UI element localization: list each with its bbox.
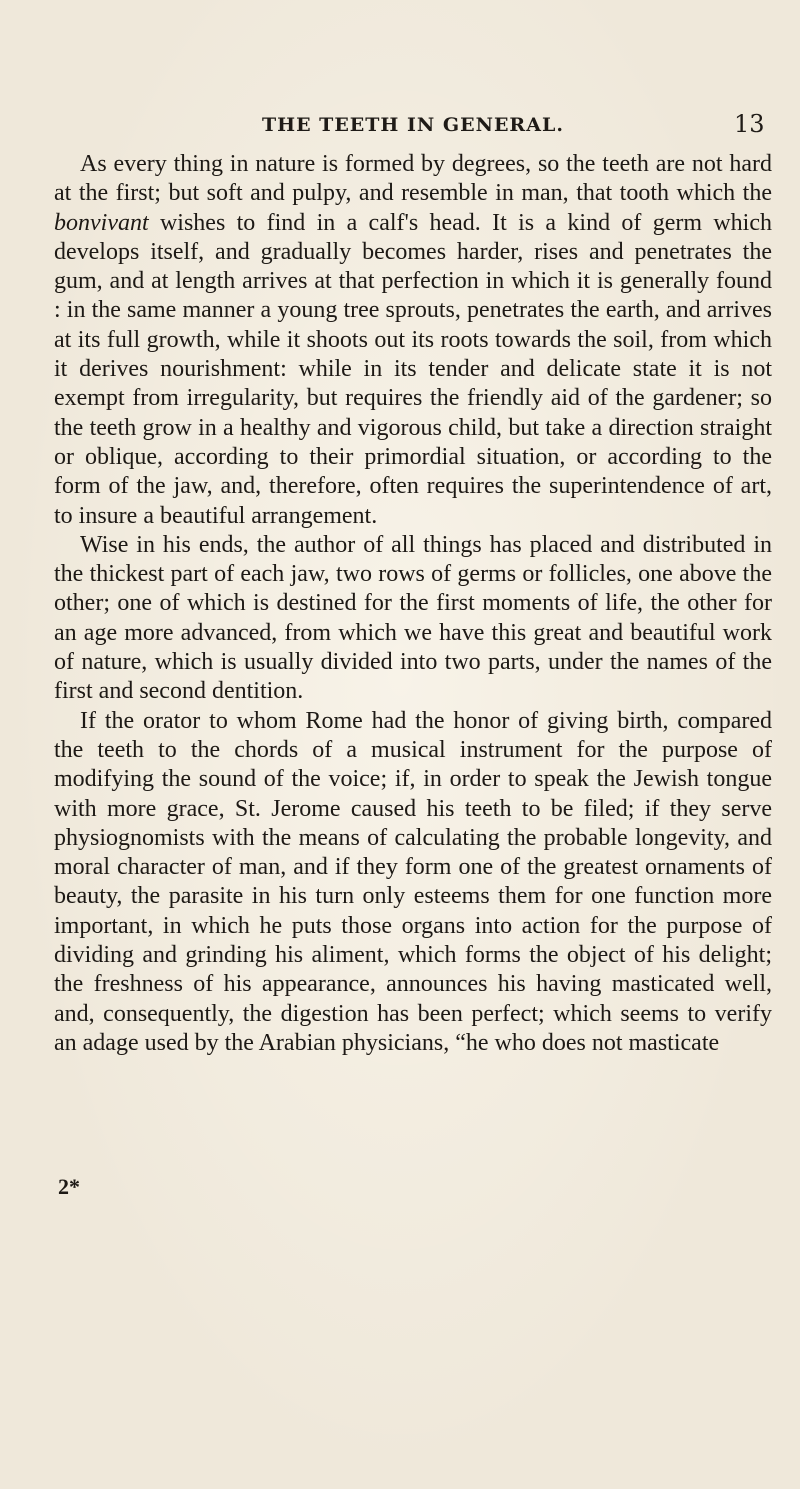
running-title: THE TEETH IN GENERAL. (262, 114, 564, 136)
running-head (0, 108, 800, 142)
paragraph-1 (54, 150, 772, 531)
paragraph-1-text-b: wishes to find in a calf's head. It is a kind of germ which develops itself, and gradually becomes harder, rises and penetrates the gum, and at length arrives at that perfection in which it is generally found : in the same manner a young tree sprouts, penetrates the earth, and arrives at its full growth, while it shoots out its roots towards the soil, from which it derives nourishment: while in its tender and delicate state it is not exempt from irregularity, but requires the friendly aid of the gardener; so the teeth grow in a healthy and vigorous child, but take a direction straight or oblique, according to their primordial situation, or according to the form of the jaw, and, therefore, often requires the superintendence of art, to insure a beautiful arrangement. (54, 209, 772, 529)
page-number: 13 (734, 110, 765, 138)
body-text (54, 150, 772, 1058)
paragraph-1-text-a: As every thing in nature is formed by degrees, so the teeth are not hard at the first; but soft and pulpy, and resemble in man, that tooth which the (54, 151, 772, 207)
paragraph-1-emphasis: bonvivant (54, 209, 149, 236)
paragraph-3: If the orator to whom Rome had the honor of giving birth, compared the teeth to the chords of a musical instrument for the purpose of modifying the sound of the voice; if, in order to speak the Jewish tongue with more grace, St. Jerome caused his teeth to be filed; if they serve physiognomists with the means of calculating the probable longevity, and moral character of man, and if they form one of the greatest ornaments of beauty, the parasite in his turn only esteems them for one function more important, in which he puts those organs into action for the purpose of dividing and grinding his aliment, which forms the object of his delight; the freshness of his appearance, announces his having masticated well, and, consequently, the digestion has been perfect; which seems to verify an adage used by the Arabian physicians, “he who does not masticate (54, 707, 772, 1056)
paragraph-2: Wise in his ends, the author of all things has placed and distributed in the thickest part of each jaw, two rows of germs or follicles, one above the other; one of which is destined for the first moments of life, the other for an age more advanced, from which we have this great and beautiful work of nature, which is usually divided into two parts, under the names of the first and second dentition. (54, 531, 772, 705)
signature-mark: 2* (58, 1174, 80, 1199)
